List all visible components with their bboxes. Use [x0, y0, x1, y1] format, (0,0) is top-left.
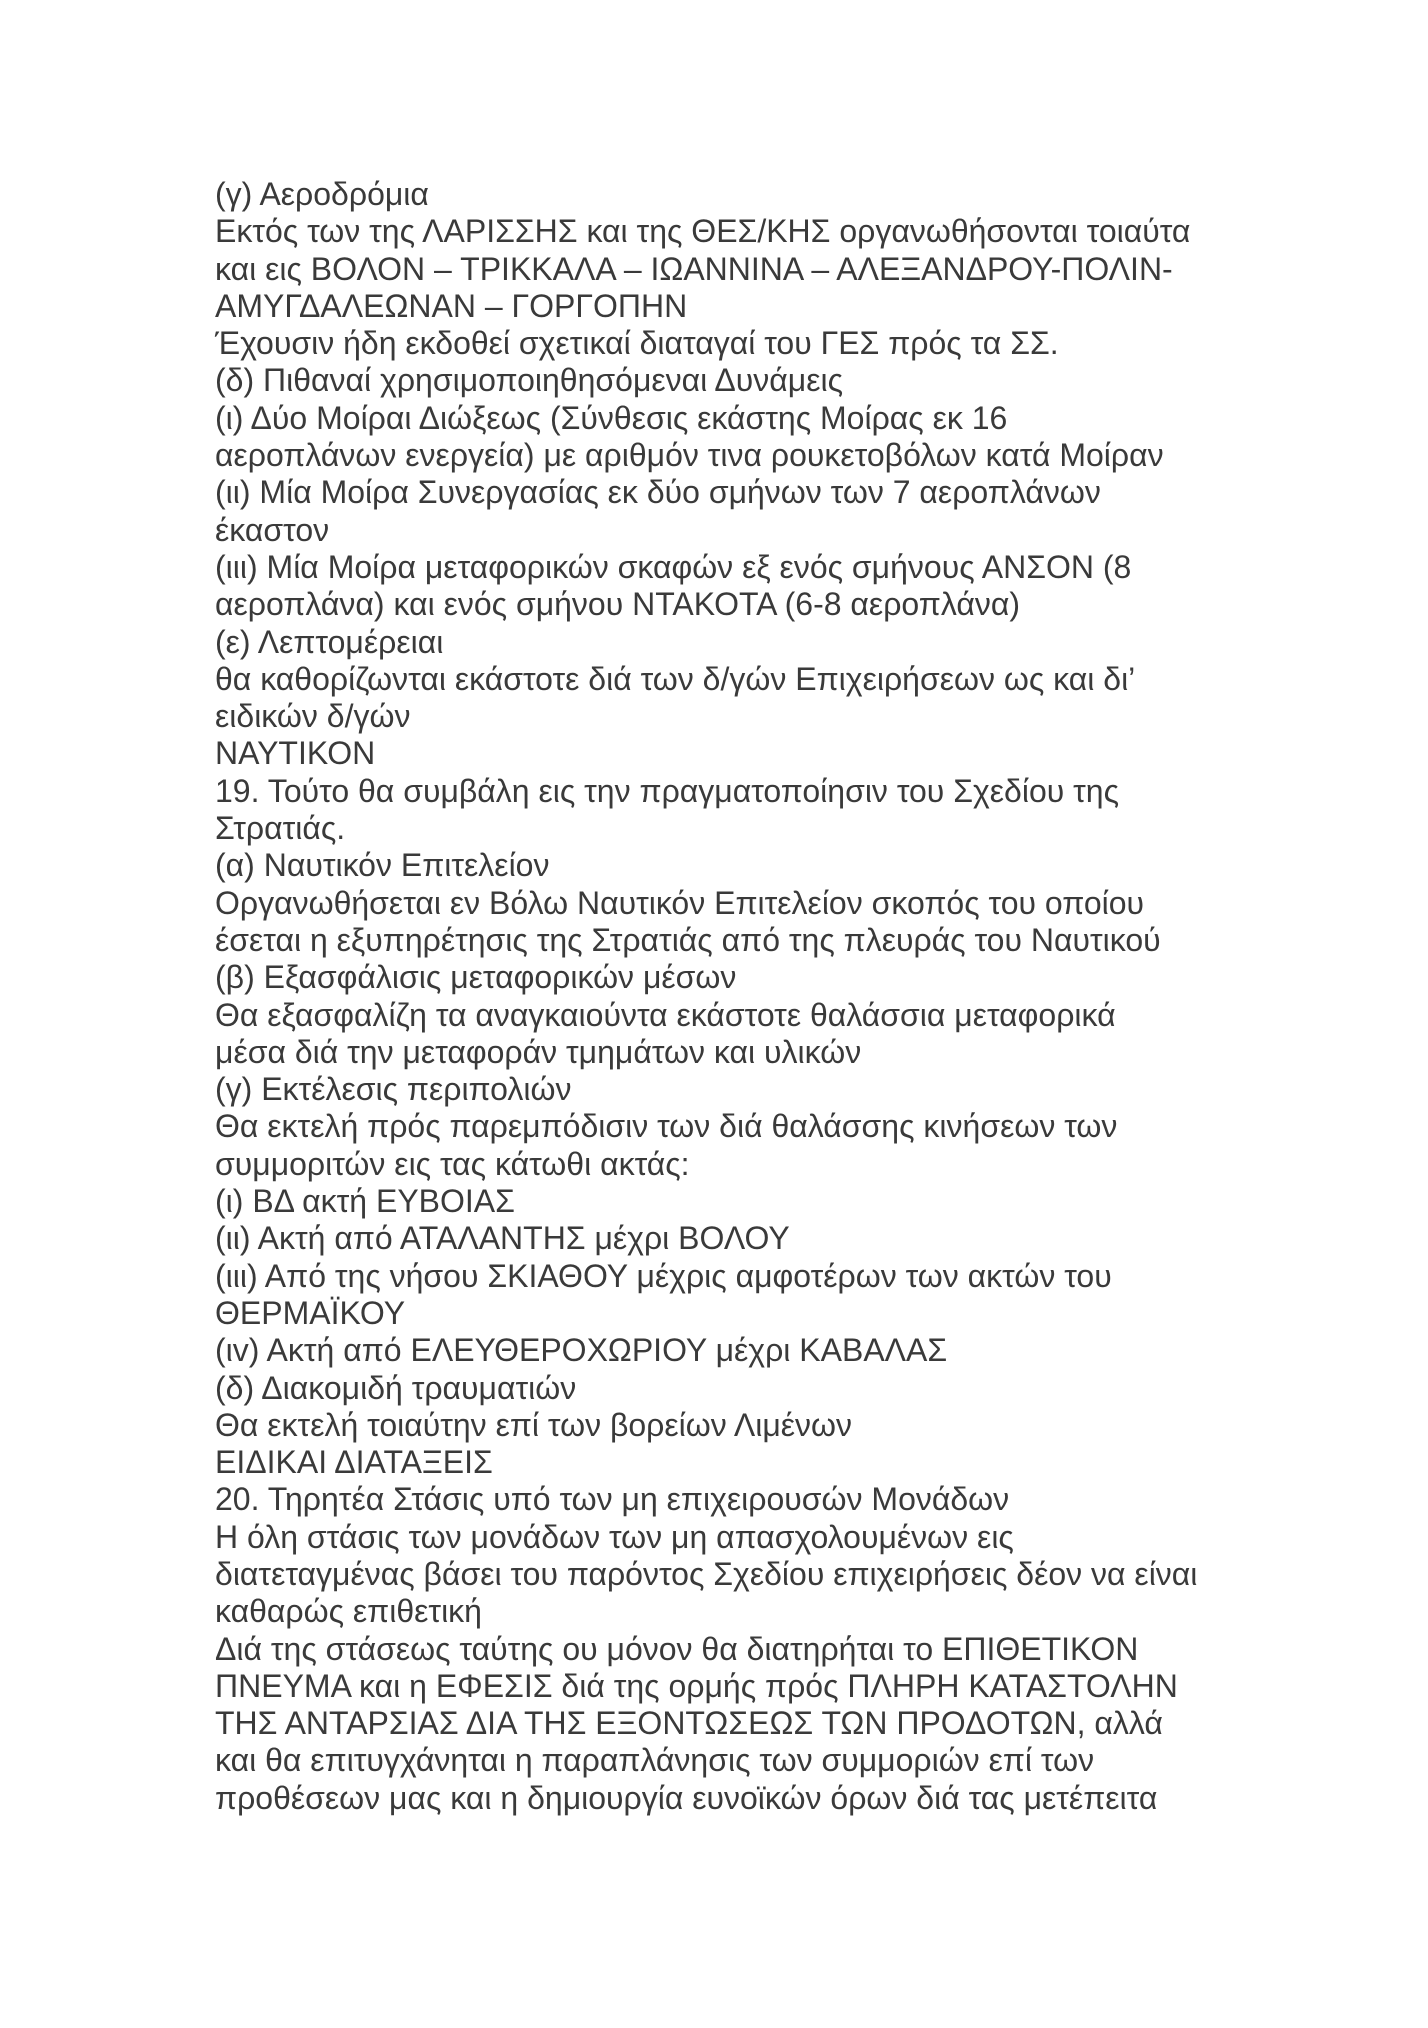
document-line: Θα εκτελή πρός παρεμπόδισιν των διά θαλάσσης κινήσεων των — [215, 1108, 1118, 1145]
document-line: Θα εξασφαλίζη τα αναγκαιούντα εκάστοτε θαλάσσια μεταφορικά — [215, 996, 1116, 1033]
document-line: ΑΜΥΓΔΑΛΕΩΝΑΝ – ΓΟΡΓΟΠΗΝ — [215, 287, 688, 324]
document-line: θα καθορίζωνται εκάστοτε διά των δ/γών Επιχειρήσεων ως και δι’ — [215, 660, 1136, 697]
document-line: διατεταγμένας βάσει του παρόντος Σχεδίου επιχειρήσεις δέον να είναι — [215, 1555, 1198, 1592]
document-line: και θα επιτυγχάνηται η παραπλάνησις των συμμοριών επί των — [215, 1742, 1095, 1779]
document-line: (ιι) Ακτή από ΑΤΑΛΑΝΤΗΣ μέχρι ΒΟΛΟΥ — [215, 1220, 790, 1257]
document-line: ΠΝΕΥΜΑ και η ΕΦΕΣΙΣ διά της ορμής πρός ΠΛΗΡΗ ΚΑΤΑΣΤΟΛΗΝ — [215, 1667, 1178, 1704]
document-line: προθέσεων μας και η δημιουργία ευνοϊκών όρων διά τας μετέπειτα — [215, 1779, 1158, 1816]
document-line: μέσα διά την μεταφοράν τμημάτων και υλικών — [215, 1033, 862, 1070]
document-line: Οργανωθήσεται εν Βόλω Ναυτικόν Επιτελείον σκοπός του οποίου — [215, 884, 1145, 921]
document-line: Έχουσιν ήδη εκδοθεί σχετικαί διαταγαί του ΓΕΣ πρός τα ΣΣ. — [215, 325, 1059, 362]
document-line: έσεται η εξυπηρέτησις της Στρατιάς από της πλευράς του Ναυτικού — [215, 921, 1161, 958]
document-line: 19. Τούτο θα συμβάλη εις την πραγματοποίησιν του Σχεδίου της — [215, 772, 1119, 809]
document-line: (δ) Διακομιδή τραυματιών — [215, 1369, 577, 1406]
document-line: (ι) Δύο Μοίραι Διώξεως (Σύνθεσις εκάστης Μοίρας εκ 16 — [215, 399, 1008, 436]
document-line: ΤΗΣ ΑΝΤΑΡΣΙΑΣ ΔΙΑ ΤΗΣ ΕΞΟΝΤΩΣΕΩΣ ΤΩΝ ΠΡΟΔΟΤΩΝ, αλλά — [215, 1705, 1163, 1742]
document-line: ΕΙΔΙΚΑΙ ΔΙΑΤΑΞΕΙΣ — [215, 1444, 493, 1481]
document-line: (ε) Λεπτομέρειαι — [215, 623, 444, 660]
document-line: Η όλη στάσις των μονάδων των μη απασχολουμένων εις — [215, 1518, 1014, 1555]
document-line: (γ) Εκτέλεσις περιπολιών — [215, 1071, 572, 1108]
document-line: Εκτός των της ΛΑΡΙΣΣΗΣ και της ΘΕΣ/ΚΗΣ οργανωθήσονται τοιαύτα — [215, 213, 1191, 250]
document-line: ειδικών δ/γών — [215, 698, 411, 735]
document-line: (ιι) Μία Μοίρα Συνεργασίας εκ δύο σμήνων των 7 αεροπλάνων — [215, 474, 1101, 511]
document-line: ΘΕΡΜΑΪΚΟΥ — [215, 1294, 406, 1331]
document-text-body — [215, 176, 1275, 1817]
document-line: 20. Τηρητέα Στάσις υπό των μη επιχειρουσών Μονάδων — [215, 1481, 1010, 1518]
document-line: αεροπλάνων ενεργεία) με αριθμόν τινα ρουκετοβόλων κατά Μοίραν — [215, 437, 1164, 474]
document-line: έκαστον — [215, 511, 330, 548]
document-line: αεροπλάνα) και ενός σμήνου ΝΤΑΚΟΤΑ (6-8 αεροπλάνα) — [215, 586, 1020, 623]
document-line: (α) Ναυτικόν Επιτελείον — [215, 847, 550, 884]
document-line: (ιv) Ακτή από ΕΛΕΥΘΕΡΟΧΩΡΙΟΥ μέχρι ΚΑΒΑΛΑΣ — [215, 1332, 948, 1369]
document-line: (ιιι) Από της νήσου ΣΚΙΑΘΟΥ μέχρις αμφοτέρων των ακτών του — [215, 1257, 1112, 1294]
document-line: και εις ΒΟΛΟΝ – ΤΡΙΚΚΑΛΑ – ΙΩΑΝΝΙΝΑ – ΑΛΕΞΑΝΔΡΟΥ-ΠΟΛΙΝ- — [215, 250, 1173, 287]
document-line: (γ) Αεροδρόμια — [215, 176, 429, 212]
document-line: (δ) Πιθαναί χρησιμοποιηθησόμεναι Δυνάμεις — [215, 362, 843, 399]
document-line: συμμοριτών εις τας κάτωθι ακτάς: — [215, 1145, 690, 1182]
document-line: καθαρώς επιθετική — [215, 1593, 482, 1630]
document-line: (β) Εξασφάλισις μεταφορικών μέσων — [215, 959, 737, 996]
document-line: Στρατιάς. — [215, 810, 346, 847]
document-line: (ιιι) Μία Μοίρα μεταφορικών σκαφών εξ ενός σμήνους ΑΝΣΟΝ (8 — [215, 548, 1132, 585]
document-line: Διά της στάσεως ταύτης ου μόνον θα διατηρήται το ΕΠΙΘΕΤΙΚΟΝ — [215, 1630, 1139, 1667]
document-line: (ι) ΒΔ ακτή ΕΥΒΟΙΑΣ — [215, 1183, 515, 1220]
document-line: ΝΑΥΤΙΚΟΝ — [215, 735, 376, 772]
document-line: Θα εκτελή τοιαύτην επί των βορείων Λιμένων — [215, 1406, 853, 1443]
